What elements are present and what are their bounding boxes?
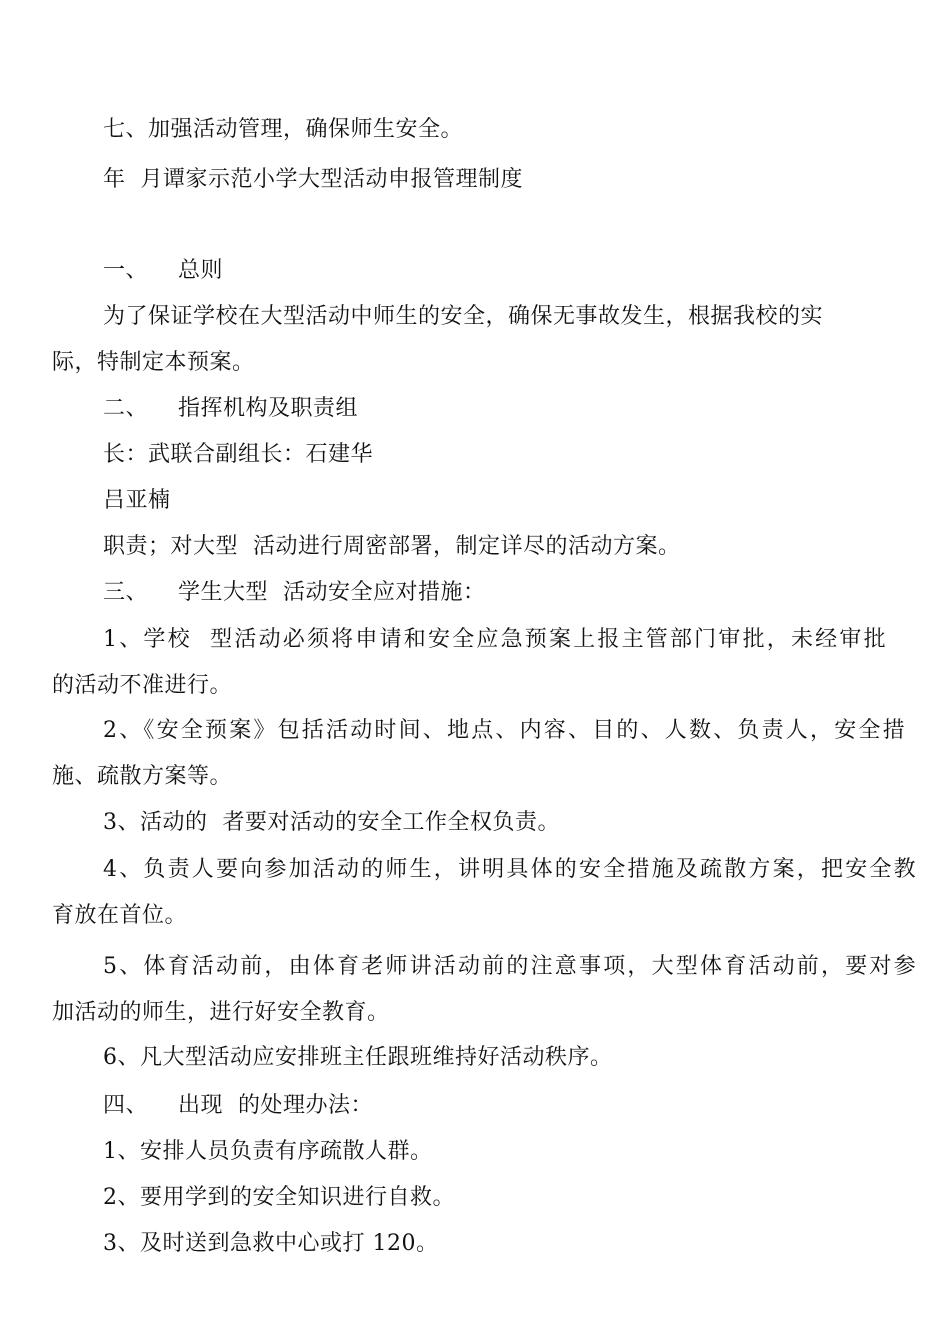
paragraph-line: 1、安排人员负责有序疏散人群。 (103, 1139, 433, 1164)
paragraph-line: 2、要用学到的安全知识进行自救。 (103, 1185, 455, 1210)
paragraph-line: 长：武联合副组长：石建华 (103, 442, 374, 467)
paragraph-line: 施、疏散方案等。 (52, 764, 233, 789)
paragraph-line: 5、体育活动前，由体育老师讲活动前的注意事项，大型体育活动前，要对参 (103, 954, 918, 979)
paragraph-line: 1、学校 型活动必须将申请和安全应急预案上报主管部门审批，未经审批 (103, 627, 888, 652)
section-heading: 一、 总则 (103, 258, 223, 283)
paragraph-line: 3、活动的 者要对活动的安全工作全权负责。 (103, 810, 560, 835)
paragraph-line: 加活动的师生，进行好安全教育。 (52, 1000, 390, 1025)
paragraph-line: 为了保证学校在大型活动中师生的安全，确保无事故发生，根据我校的实 (103, 304, 824, 329)
paragraph-line: 2、《安全预案》包括活动时间、地点、内容、目的、人数、负责人，安全措 (103, 718, 907, 743)
section-heading: 三、 学生大型 活动安全应对措施： (103, 580, 486, 605)
paragraph-line: 3、及时送到急救中心或打 120。 (103, 1231, 439, 1256)
section-heading: 二、 指挥机构及职责组 (103, 396, 358, 421)
paragraph-line: 的活动不准进行。 (52, 673, 233, 698)
paragraph-line: 育放在首位。 (52, 903, 188, 928)
document-title: 年 月谭家示范小学大型活动申报管理制度 (103, 167, 523, 192)
paragraph-line: 七、加强活动管理，确保师生安全。 (103, 117, 464, 142)
paragraph-line: 职责；对大型 活动进行周密部署，制定详尽的活动方案。 (103, 534, 681, 559)
paragraph-line: 吕亚楠 (103, 488, 171, 513)
paragraph-line: 4、负责人要向参加活动的师生，讲明具体的安全措施及疏散方案，把安全教 (103, 857, 918, 882)
paragraph-line: 6、凡大型活动应安排班主任跟班维持好活动秩序。 (103, 1045, 613, 1070)
section-heading: 四、 出现 的处理办法： (103, 1093, 373, 1118)
paragraph-line: 际，特制定本预案。 (52, 350, 255, 375)
